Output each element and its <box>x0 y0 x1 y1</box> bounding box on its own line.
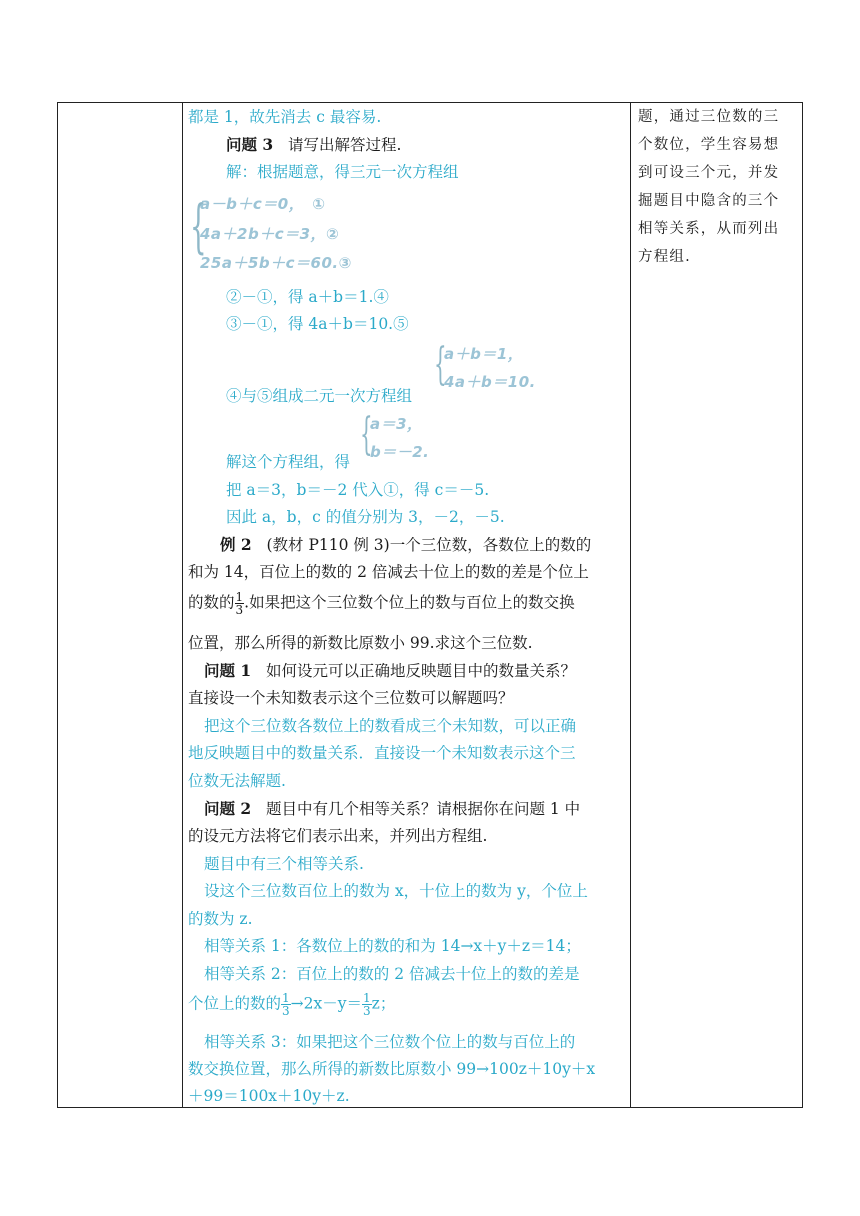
answer-line: 地反映题目中的数量关系．直接设一个未知数表示这个三 <box>188 744 576 762</box>
answer-line: ＋99＝100x＋10y＋z. <box>188 1087 350 1105</box>
answer-line: 位数无法解题. <box>188 772 286 790</box>
text-line: 位置，那么所得的新数比原数小 99.求这个三位数. <box>188 634 533 652</box>
answer-line: 的数为 z. <box>188 910 253 928</box>
question-text: 请写出解答过程. <box>287 136 402 154</box>
answer-line: 解这个方程组，得 <box>226 453 351 471</box>
equation: 25a＋5b＋c＝60.③ <box>200 254 352 272</box>
fraction: $\frac{1}{3}$ <box>235 590 244 617</box>
text-line: 直接设一个未知数表示这个三位数可以解题吗？ <box>188 689 514 707</box>
note-line: 掘题目中隐含的三个 <box>638 193 780 209</box>
column-divider-right <box>630 103 631 1107</box>
answer-line: 设这个三位数百位上的数为 x，十位上的数为 y，个位上 <box>204 882 588 900</box>
answer-line: 题目中有三个相等关系. <box>204 855 364 873</box>
answer-line-with-fraction: 个位上的数的 $\frac{1}{3}$ →2x－y＝ $\frac{1}{3}$ z； <box>188 991 396 1018</box>
answer-line: 相等关系 3：如果把这个三位数个位上的数与百位上的 <box>204 1033 576 1051</box>
column-divider-left <box>182 103 183 1107</box>
question-1 <box>204 661 576 681</box>
answer-line: 解：根据题意，得三元一次方程组 <box>226 163 459 181</box>
equation: a＝3， <box>370 415 423 433</box>
question-2 <box>204 799 580 819</box>
text-line: 的设元方法将它们表示出来，并列出方程组. <box>188 827 488 845</box>
example-text: (教材 P110 例 3)一个三位数，各数位上的数的 <box>266 536 592 554</box>
answer-line: ④与⑤组成二元一次方程组 <box>226 387 413 405</box>
question-3 <box>226 135 401 155</box>
lesson-table: 都是 1，故先消去 c 最容易. 问题 3 请写出解答过程. 解：根据题意，得三元一次方程组 { a－b＋c＝0， ① 4a＋2b＋c＝3，② 25a＋5b＋c＝60.③ ②－①，得 a＋b＝1.④ ③－①，得 4a＋b＝10.⑤ { a＋b＝1， 4a＋b＝10. ④与⑤组成二元一次方程组 { a＝3， b＝－2. 解这个方程组，得 把 a＝3，b＝－2 代入①，得 c＝－5. 因此 a，b，c 的值分别为 3，－2，－5. 例 2 (教材 P110 例 3)一个三位数，各数位上的数的 和为 14，百位上的数的 2 倍减去十位上的数的差是个位上 的数的 $\frac{1}{3}$ .如果把这个三位数个位上的数与百位上的数交换 位置，那么所得的新数比原数小 99.求这个三位数. 问题 1 如何设元可以正确地反映题目中的数量关系？ 直接设一个未知数表示这个三位数可以解题吗？ 把这个三位数各数位上的数看成三个未知数，可以正确 地反映题目中的数量关系．直接设一个未知数表示这个三 位数无法解题. 问题 2 题目中有几个相等关系？请根据你在问题 1 中 的设元方法将它们表示出来，并列出方程组. 题目中有三个相等关系. 设这个三位数百位上的数为 x，十位上的数为 y，个位上 的数为 z. 相等关系 1：各数位上的数的和为 14→x＋y＋z＝14； 相等关系 2：百位上的数的 2 倍减去十位上的数的差是 个位上的数的 $\frac{1}{3}$ →2x－y＝ $\frac{1}{3}$ z； 相等关系 3：如果把这个三位数个位上的数与百位上的 数交换位置，那么所得的新数比原数小 99→100z＋10y＋x ＋99＝100x＋10y＋z. 题，通过三位数的三 个数位，学生容易想 到可设三个元，并发 掘题目中隐含的三个 相等关系，从而列出 方程组. <box>57 102 803 1108</box>
fraction: $\frac{1}{3}$ <box>282 991 290 1018</box>
equation: a＋b＝1， <box>444 345 524 363</box>
note-line: 题，通过三位数的三 <box>638 109 780 125</box>
answer-line: 相等关系 1：各数位上的数的和为 14→x＋y＋z＝14； <box>204 937 581 955</box>
question-text: 如何设元可以正确地反映题目中的数量关系？ <box>265 662 576 680</box>
answer-line: 把 a＝3，b＝－2 代入①，得 c＝－5. <box>226 481 490 499</box>
note-line: 到可设三个元，并发 <box>638 165 780 181</box>
question-label: 问题 1 <box>204 661 252 680</box>
answer-line: ③－①，得 4a＋b＝10.⑤ <box>226 315 409 333</box>
answer-line: 相等关系 2：百位上的数的 2 倍减去十位上的数的差是 <box>204 965 580 983</box>
fraction: $\frac{1}{3}$ <box>363 991 371 1018</box>
answer-line: 因此 a，b，c 的值分别为 3，－2，－5. <box>226 508 505 526</box>
question-text: 题目中有几个相等关系？请根据你在问题 1 中 <box>265 800 581 818</box>
text-line: 和为 14，百位上的数的 2 倍减去十位上的数的差是个位上 <box>188 563 589 581</box>
text-line-with-fraction: 的数的 $\frac{1}{3}$ .如果把这个三位数个位上的数与百位上的数交换 <box>188 590 575 617</box>
answer-line: 都是 1，故先消去 c 最容易. <box>188 108 382 126</box>
equation: 4a＋b＝10. <box>444 373 536 391</box>
example-label: 例 2 <box>220 535 252 554</box>
answer-line: 数交换位置，那么所得的新数比原数小 99→100z＋10y＋x <box>188 1060 596 1078</box>
equation: b＝－2. <box>370 443 430 461</box>
note-line: 个数位，学生容易想 <box>638 137 780 153</box>
answer-line: 把这个三位数各数位上的数看成三个未知数，可以正确 <box>204 717 577 735</box>
example-2 <box>220 535 591 555</box>
question-label: 问题 3 <box>226 135 274 154</box>
answer-line: ②－①，得 a＋b＝1.④ <box>226 288 389 306</box>
equation: a－b＋c＝0， ① <box>200 195 326 213</box>
equation: 4a＋2b＋c＝3，② <box>200 225 340 243</box>
question-label: 问题 2 <box>204 799 252 818</box>
note-line: 相等关系，从而列出 <box>638 221 780 237</box>
note-line: 方程组. <box>638 249 691 265</box>
